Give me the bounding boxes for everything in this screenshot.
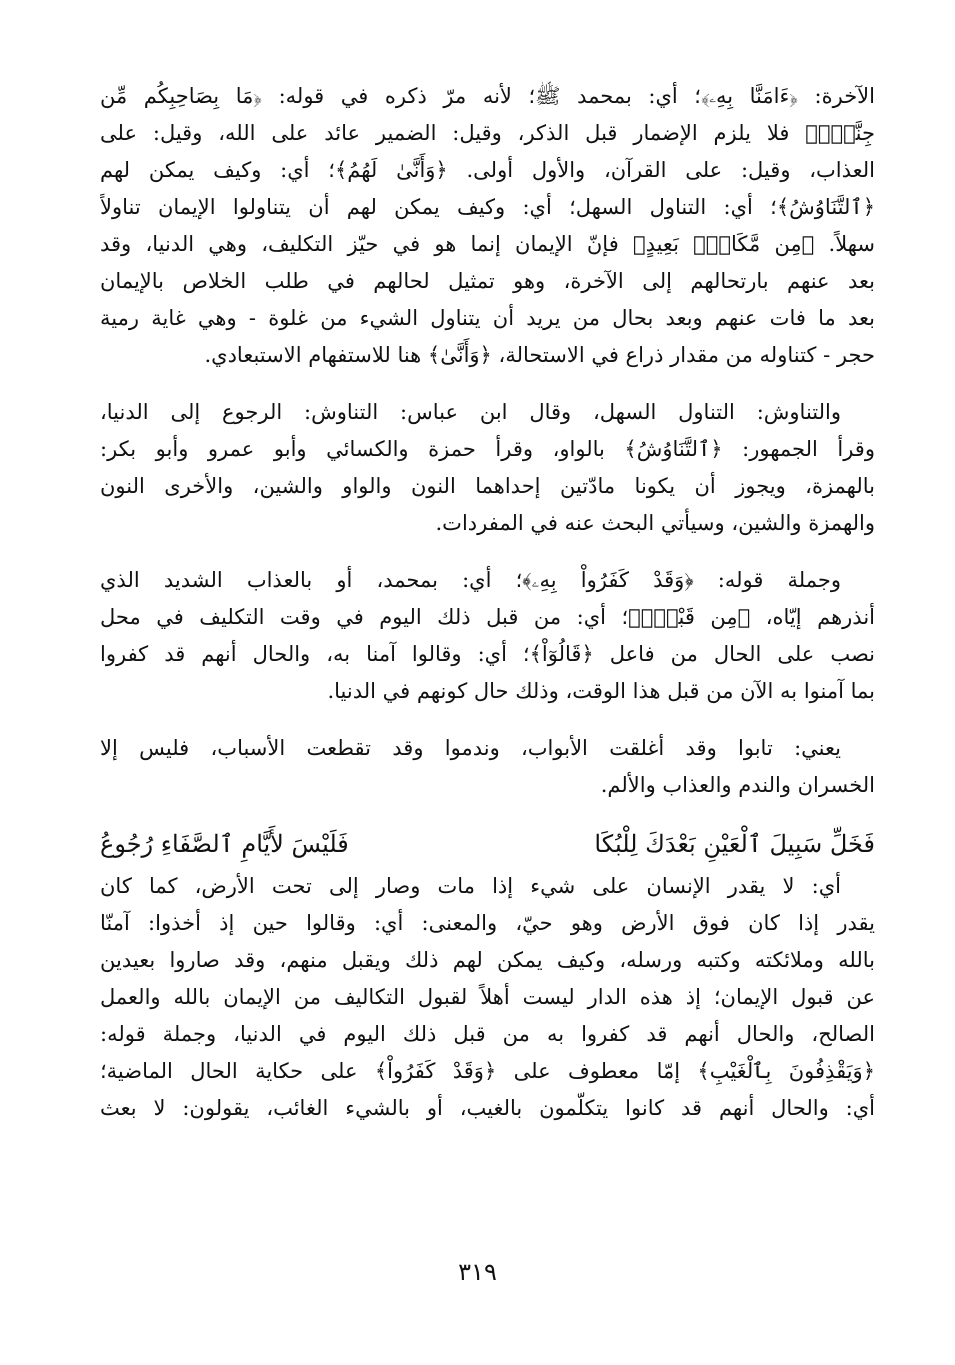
text-line: العذاب، وقيل: على القرآن، والأول أولى. ﴿وَأَنَّىٰ لَهُمُ﴾؛ أي: وكيف يمكن لهم xyxy=(100,158,875,182)
text-line: عن قبول الإيمان؛ إذ هذه الدار ليست أهلاً لقبول التكاليف من الإيمان بالله والعمل xyxy=(100,985,875,1009)
page-number: ٣١٩ xyxy=(458,1258,497,1286)
text-line: جِنَّةٍۚ﴾ فلا يلزم الإضمار قبل الذكر، وقيل: الضمير عائد على الله، وقيل: على xyxy=(100,121,875,145)
text-line: حجر - كتناوله من مقدار ذراع في الاستحالة، ﴿وَأَنَّىٰ﴾ هنا للاستفهام الاستبعادي. xyxy=(204,343,875,367)
text-line: بعد عنهم بارتحالهم إلى الآخرة، وهو تمثيل لحالهم في طلب الخلاص بالإيمان xyxy=(100,269,875,293)
paragraph-5 xyxy=(100,868,875,1127)
text-line: وقرأ الجمهور: ﴿ٱلتَّنَاوُشُ﴾ بالواو، وقرأ حمزة والكسائي وأبو عمرو وأبو بكر: xyxy=(100,437,875,461)
text-line: يقدر إذا كان فوق الأرض وهو حيّ، والمعنى: أي: وقالوا حين إذ أخذوا: آمنّا xyxy=(100,911,875,935)
text-line: بالله وملائكته وكتبه ورسله، وكيف يمكن لهم ذلك ويقبل منهم، وقد صاروا بعيدين xyxy=(100,948,875,972)
text-line: الخسران والندم والعذاب والألم. xyxy=(600,773,875,797)
text-line: نصب على الحال من فاعل ﴿قَالُوٓاْ﴾؛ أي: وقالوا آمنا به، والحال أنهم قد كفروا xyxy=(100,642,875,666)
verse-second-hemistich: فَلَيْسَ لأَيَّامِ ٱلصَّفَاءِ رُجُوعُ xyxy=(100,830,349,858)
text-line: والتناوش: التناول السهل، وقال ابن عباس: التناوش: الرجوع إلى الدنيا، xyxy=(100,400,841,424)
text-line: الصالح، والحال أنهم قد كفروا به من قبل ذلك اليوم في الدنيا، وجملة قوله: xyxy=(100,1022,875,1046)
text-line: بالهمزة، ويجوز أن يكونا مادّتين إحداهما النون والواو والشين، والأخرى النون xyxy=(100,474,875,498)
poetry-verse xyxy=(100,824,875,864)
text-line: الآخرة: ﴿ءَامَنَّا بِهِۦ﴾؛ أي: بمحمد ﷺ؛ لأنه مرّ ذكره في قوله: ﴿مَا بِصَاحِبِكُم مِّن xyxy=(100,84,875,108)
paragraph-3 xyxy=(100,562,875,710)
text-line: أنذرهم إيّاه، ﴿مِن قَبْلُۖ﴾؛ أي: من قبل ذلك اليوم في وقت التكليف في محل xyxy=(100,605,875,629)
text-line: والهمزة والشين، وسيأتي البحث عنه في المفردات. xyxy=(435,511,875,535)
text-line: بعد ما فات عنهم وبعد بحال من يريد أن يتناول الشيء من غلوة - وهي غاية رمية xyxy=(100,306,875,330)
text-line: يعني: تابوا وقد أغلقت الأبواب، وندموا وقد تقطعت الأسباب، فليس إلا xyxy=(100,736,841,760)
paragraph-4 xyxy=(100,730,875,804)
page-body xyxy=(100,78,875,1147)
paragraph-1 xyxy=(100,78,875,374)
text-line: ﴿ٱلتَّنَاوُشُ﴾؛ أي: التناول السهل؛ أي: وكيف يمكن لهم أن يتناولوا الإيمان تناولاً xyxy=(100,195,875,219)
text-line: وجملة قوله: ﴿وَقَدْ كَفَرُواْ بِهِۦ﴾؛ أي: بمحمد، أو بالعذاب الشديد الذي xyxy=(100,568,841,592)
text-line: سهلاً. ﴿مِن مَّكَانِۭ بَعِيدٍ﴾ فإنّ الإيمان إنما هو في حيّز التكليف، وهي الدنيا، وقد xyxy=(100,232,875,256)
verse-first-hemistich: فَخَلِّ سَبِيلَ ٱلْعَيْنِ بَعْدَكَ لِلْبُكَا xyxy=(594,830,875,858)
text-line: أي: لا يقدر الإنسان على شيء إذا مات وصار إلى تحت الأرض، كما كان xyxy=(100,874,841,898)
text-line: أي: والحال أنهم قد كانوا يتكلّمون بالغيب، أو بالشيء الغائب، يقولون: لا بعث xyxy=(100,1096,875,1120)
text-line: ﴿وَيَقْذِفُونَ بِٱلْغَيْبِ﴾ إمّا معطوف على ﴿وَقَدْ كَفَرُواْ﴾ على حكاية الحال الماضية؛ xyxy=(100,1059,875,1083)
paragraph-2 xyxy=(100,394,875,542)
text-line: بما آمنوا به الآن من قبل هذا الوقت، وذلك حال كونهم في الدنيا. xyxy=(327,679,875,703)
